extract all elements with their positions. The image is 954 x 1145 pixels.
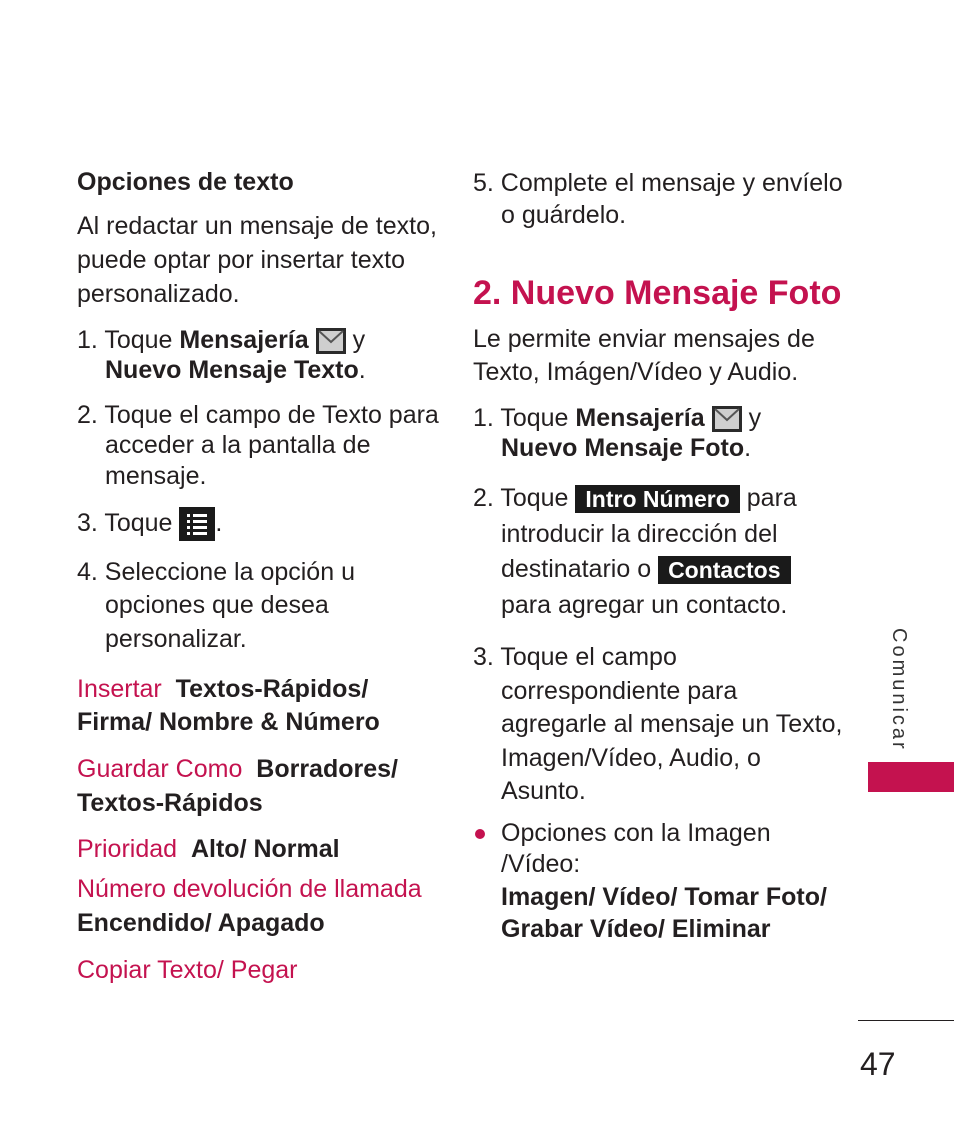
step-1-conj: y [352, 326, 366, 354]
step-4-line-1: 4. Seleccione la opción u [77, 558, 355, 586]
step-1-menu-name: Mensajería [179, 326, 309, 354]
option-prioridad [77, 833, 340, 866]
contactos-button[interactable]: Contactos [658, 556, 790, 584]
option-guardar-label: Guardar Como [77, 755, 243, 783]
option-devolucion-value: Encendido/ Apagado [77, 909, 325, 937]
intro-line-1: Al redactar un mensaje de texto, [77, 212, 437, 240]
right-step-3-line-3: agregarle al mensaje un Texto, [501, 710, 843, 738]
right-step-2-line-4: para agregar un contacto. [501, 591, 788, 619]
option-insertar-value-1: Textos-Rápidos/ [175, 675, 369, 703]
right-step-2-line-3 [501, 553, 791, 586]
option-guardar-value-2: Textos-Rápidos [77, 789, 263, 817]
chapter-tab-label: Comunicar [888, 628, 910, 752]
option-prioridad-value: Alto/ Normal [190, 835, 340, 863]
chapter-tab-bar [868, 762, 954, 792]
section-title: Opciones de texto [77, 168, 294, 196]
option-guardar [77, 753, 398, 786]
right-intro-line-1: Le permite enviar mensajes de [473, 325, 815, 353]
step-1-period: . [358, 356, 366, 384]
step-4-line-2: opciones que desea [105, 591, 329, 619]
right-step-1-line-1 [473, 402, 761, 435]
step-5-line-2: o guárdelo. [501, 201, 627, 229]
right-step-1-menu-name: Mensajería [575, 404, 705, 432]
step-1-line-2 [105, 354, 366, 387]
option-copiar-label: Copiar Texto/ Pegar [77, 956, 298, 984]
right-step-2-destinatario: destinatario o [501, 555, 652, 583]
option-insertar [77, 673, 368, 706]
bullet-line-2: /Vídeo: [501, 850, 581, 878]
option-guardar-value-1: Borradores/ [256, 755, 398, 783]
step-1-line-1 [77, 324, 365, 357]
bullet-dot [475, 829, 485, 839]
right-step-2-line-2: introducir la dirección del [501, 520, 778, 548]
option-devolucion-label: Número devolución de llamada [77, 875, 422, 903]
step-2-line-3: mensaje. [105, 462, 207, 490]
step-3-text: 3. Toque [77, 509, 173, 537]
option-prioridad-label: Prioridad [77, 835, 178, 863]
bullet-options-2: Grabar Vídeo/ Eliminar [501, 915, 771, 943]
right-step-1-option: Nuevo Mensaje Foto [501, 434, 745, 462]
right-step-3-line-2: correspondiente para [501, 677, 738, 705]
step-3-line [77, 507, 222, 541]
intro-numero-button[interactable]: Intro Número [575, 485, 739, 513]
right-step-1-conj: y [748, 404, 762, 432]
right-step-1-line-2 [501, 432, 751, 465]
envelope-icon [316, 328, 346, 354]
step-1-option: Nuevo Mensaje Texto [105, 356, 359, 384]
right-step-2-para: para [746, 484, 797, 512]
right-step-3-line-4: Imagen/Vídeo, Audio, o [501, 744, 761, 772]
step-1-text: 1. Toque [77, 326, 180, 354]
step-2-line-2: acceder a la pantalla de [105, 431, 371, 459]
intro-line-2: puede optar por insertar texto [77, 246, 405, 274]
section-heading: 2. Nuevo Mensaje Foto [473, 274, 842, 312]
right-step-1-period: . [744, 434, 752, 462]
step-2-line-1: 2. Toque el campo de Texto para [77, 401, 439, 429]
option-insertar-label: Insertar [77, 675, 162, 703]
right-intro-line-2: Texto, Imágen/Vídeo y Audio. [473, 358, 799, 386]
step-4-line-3: personalizar. [105, 625, 247, 653]
intro-line-3: personalizado. [77, 280, 240, 308]
envelope-icon [712, 406, 742, 432]
step-5-line-1: 5. Complete el mensaje y envíelo [473, 169, 843, 197]
step-3-period: . [215, 509, 223, 537]
right-step-3-line-5: Asunto. [501, 777, 586, 805]
right-step-3-line-1: 3. Toque el campo [473, 643, 677, 671]
right-step-2-line-1 [473, 482, 797, 515]
page-number: 47 [860, 1046, 896, 1082]
option-insertar-value-2: Firma/ Nombre & Número [77, 708, 380, 736]
right-step-2-text: 2. Toque [473, 484, 569, 512]
menu-list-icon [179, 507, 215, 541]
bullet-options-1: Imagen/ Vídeo/ Tomar Foto/ [501, 883, 827, 911]
bullet-line-1: Opciones con la Imagen [501, 819, 771, 847]
footer-rule [858, 1020, 954, 1021]
right-step-1-text: 1. Toque [473, 404, 576, 432]
